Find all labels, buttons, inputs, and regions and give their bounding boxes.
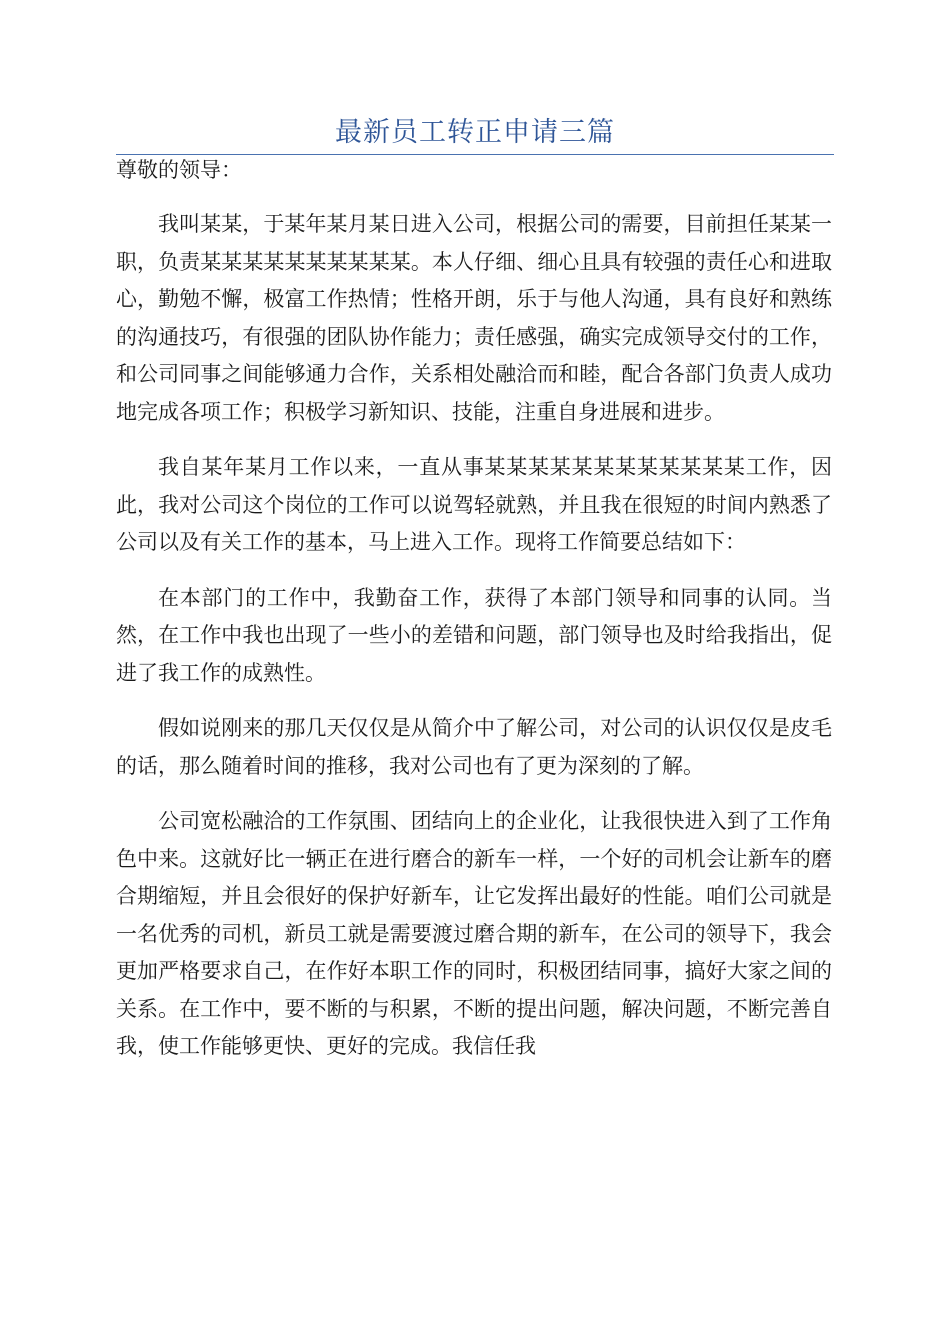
paragraph-3: 在本部门的工作中，我勤奋工作，获得了本部门领导和同事的认同。当然，在工作中我也出现了一些小的差错和问题，部门领导也及时给我指出，促进了我工作的成熟性。 (116, 585, 832, 685)
paragraph-5: 公司宽松融洽的工作氛围、团结向上的企业化，让我很快进入到了工作角色中来。这就好比一辆正在进行磨合的新车一样，一个好的司机会让新车的磨合期缩短，并且会很好的保护好新车，让它发挥出最好的性能。咱们公司就是一名优秀的司机，新员工就是需要渡过磨合期的新车，在公司的领导下，我会更加严格要求自己，在作好本职工作的同时，积极团结同事，搞好大家之间的关系。在工作中，要不断的与积累，不断的提出问题，解决问题，不断完善自我，使工作能够更快、更好的完成。我信任我 (116, 809, 832, 1058)
paragraph-4: 假如说刚来的那几天仅仅是从简介中了解公司，对公司的认识仅仅是皮毛的话，那么随着时间的推移，我对公司也有了更为深刻的了解。 (116, 716, 832, 778)
greeting: 尊敬的领导： (116, 158, 242, 182)
paragraph-1: 我叫某某，于某年某月某日进入公司，根据公司的需要，目前担任某某一职，负责某某某某某某某某某某。本人仔细、细心且具有较强的责任心和进取心，勤勉不懈，极富工作热情；性格开朗，乐于与他人沟通，具有良好和熟练的沟通技巧，有很强的团队协作能力；责任感强，确实完成领导交付的工作，和公司同事之间能够通力合作，关系相处融洽而和睦，配合各部门负责人成功地完成各项工作；积极学习新知识、技能，注重自身进展和进步。 (116, 212, 832, 424)
body-paragraphs (116, 206, 832, 1084)
paragraph-2: 我自某年某月工作以来，一直从事某某某某某某某某某某某某工作，因此，我对公司这个岗位的工作可以说驾轻就熟，并且我在很短的时间内熟悉了公司以及有关工作的基本，马上进入工作。现将工作简要总结如下： (116, 455, 832, 554)
document-title: 最新员工转正申请三篇 (335, 117, 615, 148)
